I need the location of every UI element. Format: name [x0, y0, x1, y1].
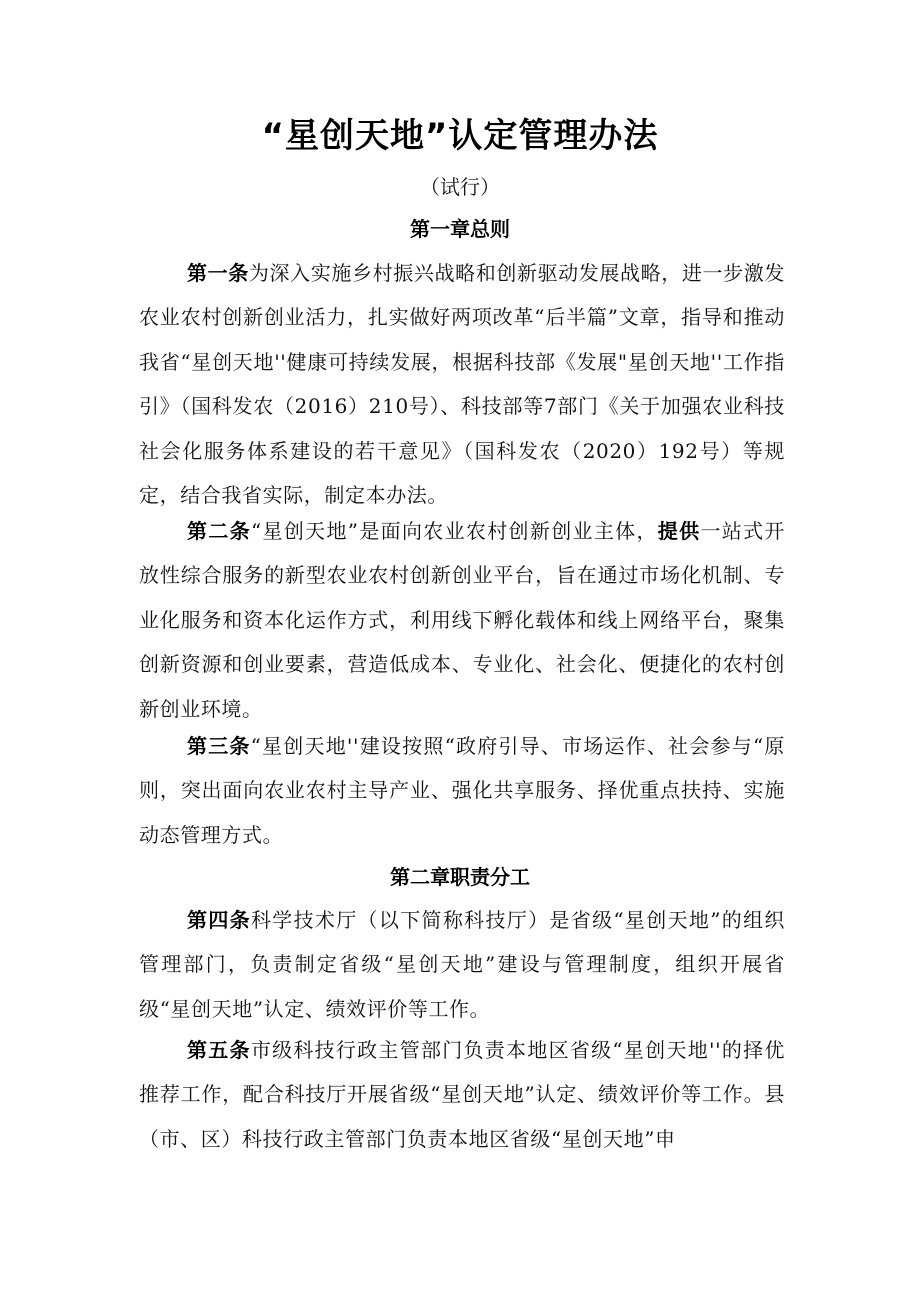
- article-5: [139, 1028, 785, 1161]
- article-text: 科学技术厅（以下简称科技厅）是省级“星创天地”的组织管理部门，负责制定省级“星创天地”建设与管理制度，组织开展省级“星创天地”认定、绩效评价等工作。: [139, 908, 785, 1021]
- article-text: 为深入实施乡村振兴战略和创新驱动发展战略，进一步激发农业农村创新创业活力，扎实做好两项改革“后半篇”文章，指导和推动我省“星创天地''健康可持续发展，根据科技部《发展"星创天地''工作指引》（国科发农（2016）210号）、科技部等7部门《关于加强农业科技社会化服务体系建设的若干意见》（国科发农（2020）192号）等规定，结合我省实际，制定本办法。: [139, 261, 785, 508]
- article-2: [139, 509, 785, 731]
- chapter-heading-1: 第一章总则: [410, 217, 510, 241]
- document-title: “星创天地”认定管理办法: [261, 116, 659, 156]
- article-text: 市级科技行政主管部门负责本地区省级“星创天地''的择优推荐工作，配合科技厅开展省级“星创天地”认定、绩效评价等工作。县（市、区）科技行政主管部门负责本地区省级“星创天地”申: [139, 1038, 785, 1151]
- article-bold-text: 提供: [657, 519, 701, 543]
- article-text: 一站式开放性综合服务的新型农业农村创新创业平台，旨在通过市场化机制、专业化服务和资本化运作方式，利用线下孵化载体和线上网络平台，聚集创新资源和创业要素，营造低成本、专业化、社会化、便捷化的农村创新创业环境。: [139, 519, 785, 721]
- article-label: 第五条: [187, 1038, 251, 1062]
- article-3: [139, 724, 785, 857]
- article-label: 第三条: [187, 734, 251, 758]
- article-label: 第二条: [187, 519, 251, 543]
- article-1: [139, 251, 785, 517]
- document-subtitle: （试行）: [420, 175, 500, 199]
- article-label: 第一条: [187, 261, 249, 285]
- article-label: 第四条: [187, 908, 251, 932]
- article-4: [139, 898, 785, 1031]
- chapter-heading-2: 第二章职责分工: [390, 865, 530, 889]
- article-text: “星创天地”是面向农业农村创新创业主体，: [250, 519, 658, 543]
- article-text: “星创天地''建设按照“政府引导、市场运作、社会参与“原则，突出面向农业农村主导产业、强化共享服务、择优重点扶持、实施动态管理方式。: [139, 734, 785, 847]
